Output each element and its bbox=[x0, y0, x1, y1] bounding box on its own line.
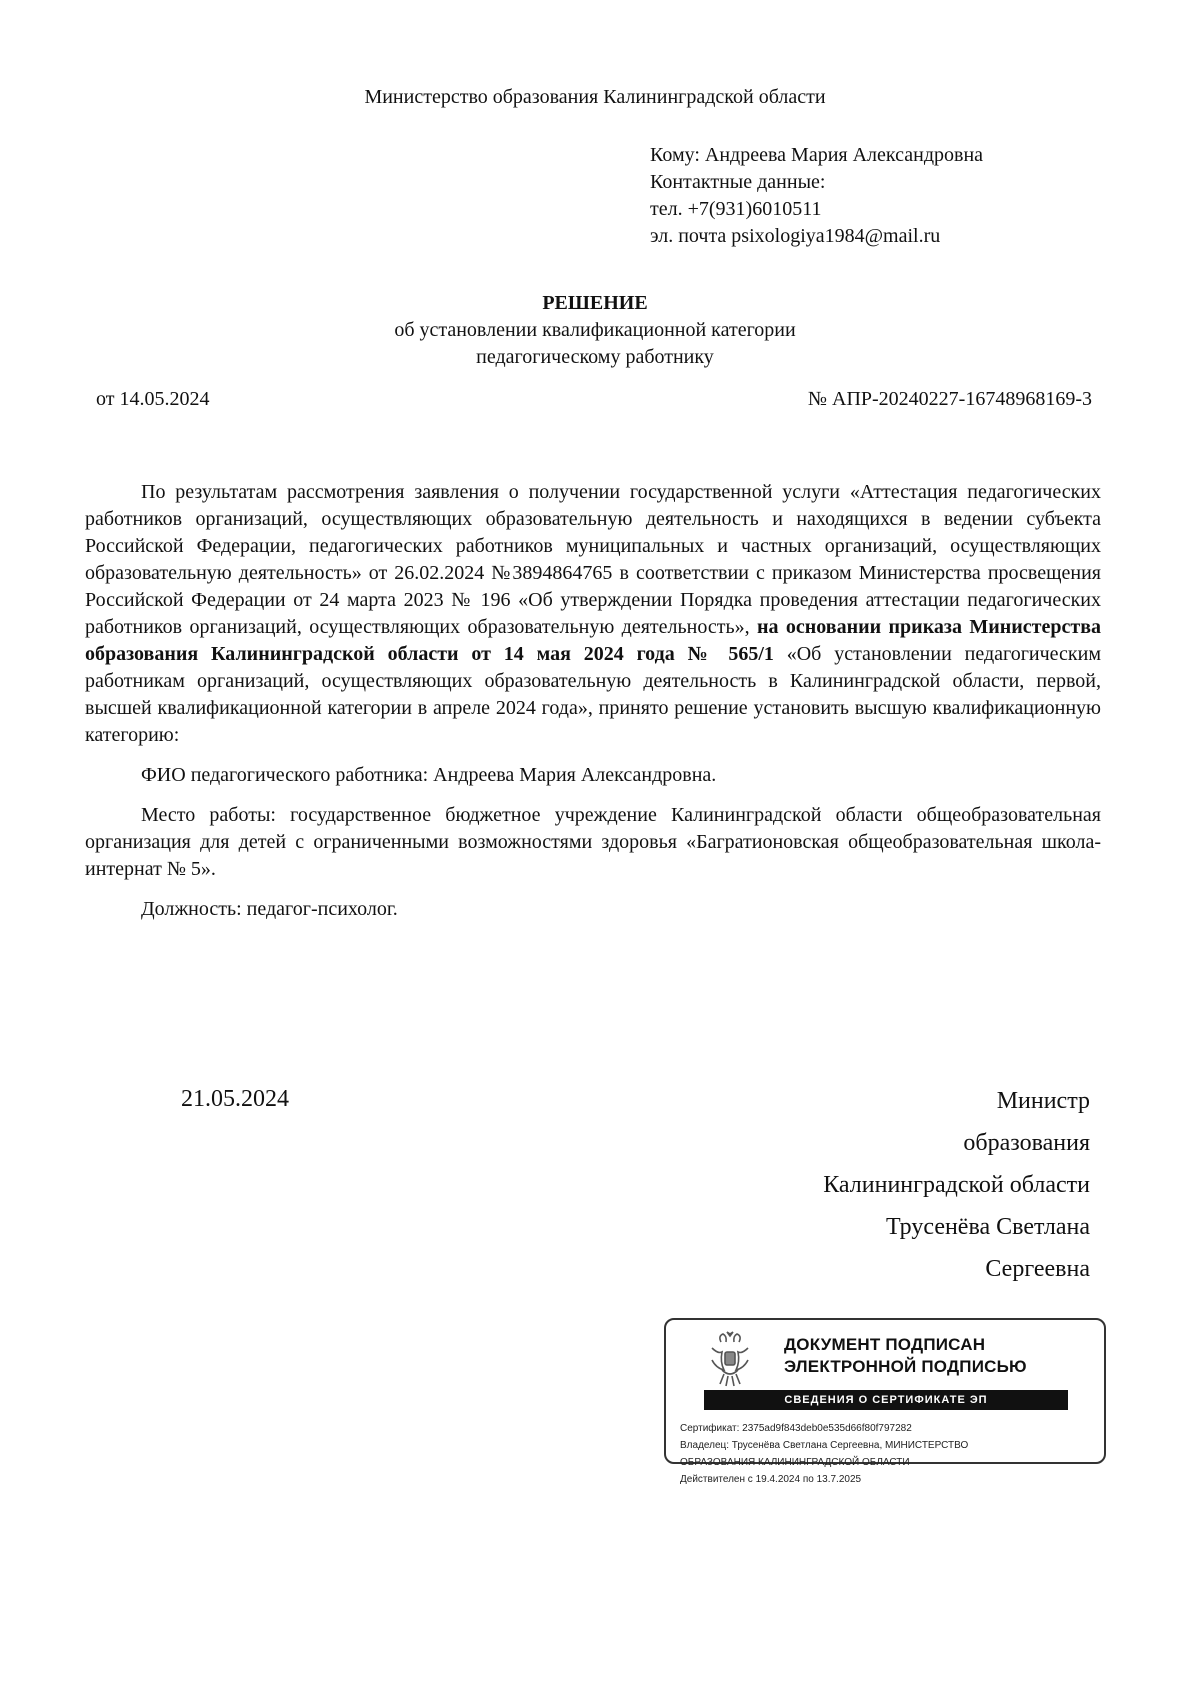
decision-subtitle-2: педагогическому работнику bbox=[476, 346, 714, 368]
recipient-email: эл. почта psixologiya1984@mail.ru bbox=[650, 225, 941, 247]
ministry-name: Министерство образования Калининградской области bbox=[364, 86, 826, 108]
body-text-bold: на основании приказа Министерства образования Калининградской области от 14 мая 2024 года № 565/1 bbox=[85, 616, 1101, 665]
signer-line-4: Трусенёва Светлана bbox=[885, 1214, 1090, 1240]
stamp-title-line-1: ДОКУМЕНТ ПОДПИСАН bbox=[784, 1335, 986, 1354]
recipient-to: Кому: Андреева Мария Александровна bbox=[650, 144, 984, 166]
contacts-label: Контактные данные: bbox=[650, 171, 826, 193]
certificate-info-bar: СВЕДЕНИЯ О СЕРТИФИКАТЕ ЭП bbox=[704, 1390, 1068, 1410]
decision-body bbox=[85, 479, 1101, 923]
certificate-owner-2: ОБРАЗОВАНИЯ КАЛИНИНГРАДСКОЙ ОБЛАСТИ bbox=[680, 1457, 910, 1468]
decision-title bbox=[0, 290, 1190, 371]
stamp-title bbox=[784, 1334, 1027, 1378]
signer-line-3: Калининградской области bbox=[823, 1172, 1090, 1198]
e-signature-stamp bbox=[664, 1318, 1106, 1485]
body-text-part1: По результатам рассмотрения заявления о получении государственной услуги «Аттестация педагогических работников организаций, осуществляющих образовательную деятельность и находящихся в ведении субъекта Российской Федерации, педагогических работников муниципальных и частных организаций, осуществляющих образовательную деятельность» от 26.02.2024 №3894864765 в соответствии с приказом Министерства просвещения Российской Федерации от 24 марта 2023 № 196 «Об утверждении Порядка проведения аттестации педагогических работников организаций, осуществляющих образовательную деятельность», bbox=[85, 481, 1101, 638]
body-paragraph-main bbox=[85, 479, 1101, 749]
body-text-part2: «Об установлении педагогическим работникам организаций, осуществляющих образовательную деятельность в Калининградской области, первой, высшей квалификационной категории в апреле 2024 года», принято решение установить высшую квалификационную категорию: bbox=[85, 643, 1101, 746]
signature-date: 21.05.2024 bbox=[181, 1086, 289, 1112]
signer-block bbox=[823, 1080, 1090, 1290]
body-paragraph-workplace: Место работы: государственное бюджетное учреждение Калининградской области общеобразовательная организация для детей с ограниченными возможностями здоровья «Багратионовская общеобразовательная школа-интернат № 5». bbox=[85, 804, 1101, 880]
recipient-phone: тел. +7(931)6010511 bbox=[650, 198, 822, 220]
coat-of-arms-icon bbox=[706, 1330, 754, 1390]
decision-subtitle-1: об установлении квалификационной категории bbox=[394, 319, 796, 341]
certificate-number: Сертификат: 2375ad9f843deb0e535d66f80f797282 bbox=[680, 1423, 912, 1434]
decision-heading: РЕШЕНИЕ bbox=[542, 292, 648, 314]
decision-number: № АПР-20240227-16748968169-3 bbox=[807, 388, 1092, 410]
signer-line-5: Сергеевна bbox=[985, 1256, 1090, 1282]
recipient-block bbox=[650, 142, 983, 250]
stamp-title-line-2: ЭЛЕКТРОННОЙ ПОДПИСЬЮ bbox=[784, 1357, 1027, 1376]
body-paragraph-position: Должность: педагог-психолог. bbox=[141, 898, 398, 920]
certificate-validity: Действителен с 19.4.2024 по 13.7.2025 bbox=[680, 1474, 862, 1485]
ministry-header bbox=[0, 86, 1190, 109]
signer-line-2: образования bbox=[963, 1130, 1090, 1156]
certificate-details bbox=[680, 1420, 968, 1488]
signer-line-1: Министр bbox=[996, 1088, 1090, 1114]
decision-date: от 14.05.2024 bbox=[96, 388, 210, 410]
body-paragraph-fio: ФИО педагогического работника: Андреева Мария Александровна. bbox=[141, 764, 717, 786]
certificate-owner-1: Владелец: Трусенёва Светлана Сергеевна, МИНИСТЕРСТВО bbox=[680, 1440, 969, 1451]
